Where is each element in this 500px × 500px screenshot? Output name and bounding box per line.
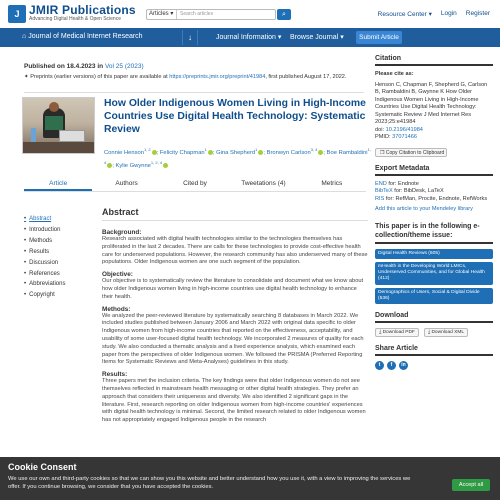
mendeley-link[interactable]: Add this article to your Mendeley library	[375, 206, 473, 212]
abstract-paragraph: Three papers met the inclusion criteria. The key findings were that older Indigenous women do not see themselves reflected in mainstream health messaging or other digital health strategies. They prefer an approach that considers their uniqueness and diversity. We also identified 2 significant gaps in the literature. First, research reporting on older Indigenous women from high-income countries' experiences with digital health technology is minimal. Second, the limited research related to older Indigenous women has not appropriately engaged Indigenous people in the research	[102, 378, 366, 424]
export-end-link[interactable]: END	[375, 180, 387, 187]
collection-badge[interactable]: mHealth in the Developing World:LMICs, Underserved Communities, and for Global Health (412)	[375, 262, 493, 285]
search-icon[interactable]: ⌕	[277, 9, 291, 20]
clipboard-icon: ❐	[380, 149, 385, 156]
collection-badge[interactable]: Demographics of Users, Social & Digital Divide (536)	[375, 288, 493, 305]
pmid-link[interactable]: 37071466	[392, 134, 417, 140]
twitter-icon[interactable]: t	[375, 361, 384, 370]
logo-tagline: Advancing Digital Health & Open Science	[29, 16, 121, 22]
export-row: RIS for: RefMan, Procite, Endnote, RefWorks	[375, 195, 488, 202]
tab-tweetations[interactable]: Tweetations (4)	[241, 180, 286, 187]
orcid-icon[interactable]	[163, 163, 168, 168]
orcid-icon[interactable]	[318, 150, 323, 155]
abstract-paragraph: We analyzed the peer-reviewed literature by systematically searching 8 databases in March 2022. We included studies published between January 2006 and March 2022 with original data specific to older Indigenous women from high-income countries that reported on the effectiveness, acceptability, and usability of some user-focused digital health technology. We incorporated 2 measures of quality for each study. We also conducted a thematic analysis and a lived experience analysis, which examined each paper from the perspectives of older Indigenous women. We followed the PRISMA (Preferred Reporting Items for Systematic Reviews and Meta-Analyses) guidelines in this study.	[102, 312, 364, 366]
login-link[interactable]: Login	[440, 10, 457, 17]
toc-item-copyright[interactable]: • Copyright	[24, 290, 94, 301]
abstract-paragraph: Our objective is to systematically review the literature to consolidate and document what we know about how older Indigenous women living in high-income countries use digital health technology to enhance their health.	[102, 278, 364, 300]
share-icons	[375, 361, 493, 370]
export-row: BibTeX for: BibDesk, LaTeX	[375, 188, 444, 194]
divider	[24, 92, 364, 93]
orcid-icon[interactable]	[258, 150, 263, 155]
article-title: How Older Indigenous Women Living in High-Income Countries Use Digital Health Technology: Systematic Review	[104, 98, 366, 135]
facebook-icon[interactable]: f	[387, 361, 396, 370]
author-link[interactable]: Kylie Gwynne$^{1, 2, 4}$	[115, 163, 168, 169]
cookie-heading: Cookie Consent	[8, 462, 77, 472]
abstract-section-heading: Methods:	[102, 305, 131, 313]
author-link[interactable]: Gina Shepherd$^1$	[216, 150, 263, 156]
nav-info-label: Journal Information	[216, 34, 276, 41]
tab-metrics[interactable]: Metrics	[321, 180, 343, 187]
export-metadata-heading: Export Metadata	[375, 165, 493, 176]
abstract-section-heading: Objective:	[102, 271, 133, 279]
abstract-paragraph: Research associated with digital health technologies similar to the technologies themselves has proliferated in the last 2 decades. There are calls for these technologies to provide cost-effective health care for underserved populations. However, the research community has also underserved many of these populations. Older Indigenous women are one such segment of the population.	[102, 236, 368, 266]
download-pdf-button[interactable]: ⤓ Download PDF	[375, 328, 419, 337]
author-link[interactable]: Connie Henson$^{1, 2}$	[104, 150, 157, 156]
abstract-section-heading: Background:	[102, 229, 142, 236]
journal-navbar	[0, 28, 500, 47]
export-bibtex-link[interactable]: BibTeX	[375, 188, 393, 194]
download-buttons	[375, 328, 493, 337]
chevron-down-icon[interactable]: ↓	[182, 30, 198, 45]
toc-item-discussion[interactable]: • Discussion	[24, 258, 94, 269]
sidebar	[375, 55, 493, 370]
toc-item-methods[interactable]: • Methods	[24, 236, 94, 247]
collection-heading: This paper is in the following e-collection/theme issue:	[375, 222, 493, 244]
doi-link[interactable]: 10.2196/41984	[385, 126, 423, 133]
published-label: Published on 18.4.2023 in	[24, 63, 104, 70]
submit-article-button[interactable]: Submit Article	[356, 31, 402, 44]
tab-cited-by[interactable]: Cited by	[183, 180, 207, 187]
resource-center-link[interactable]: Resource Center ▾	[377, 11, 432, 18]
resource-center-label: Resource Center	[377, 11, 427, 18]
toc-item-abbreviations[interactable]: • Abbreviations	[24, 279, 94, 290]
accept-cookies-button[interactable]: Accept all	[452, 479, 490, 491]
toc-item-references[interactable]: • References	[24, 269, 94, 280]
article-thumbnail-image	[22, 97, 95, 154]
abstract-section-heading: Results:	[102, 371, 128, 379]
toc-item-introduction[interactable]: • Introduction	[24, 225, 94, 236]
download-xml-button[interactable]: ⤓ Download XML	[424, 328, 468, 337]
top-links	[378, 10, 490, 18]
cookie-banner	[0, 457, 500, 500]
export-ris-link[interactable]: RIS	[375, 195, 385, 202]
search-category-select[interactable]: Articles ▾	[147, 10, 177, 19]
search-input[interactable]: Search articles	[180, 11, 214, 17]
download-icon: ⤓	[379, 330, 382, 336]
author-list: Connie Henson$^{1, 2}$; Felicity Chapman$^1$; Gina Shepherd$^1$; Bronwyn Carlson$^{3, 4}$; Boe Rambaldini$^{1, 4}$; Kylie Gwynne$^{1, 2, 4}$	[104, 147, 371, 169]
nav-journal-label: Journal of Medical Internet Research	[28, 33, 143, 40]
preprint-suffix: , first published August 17, 2022.	[265, 74, 347, 80]
doi-line: doi: 10.2196/41984	[375, 126, 423, 133]
orcid-icon[interactable]	[208, 150, 213, 155]
preprint-link[interactable]: https://preprints.jmir.org/preprint/41984	[169, 74, 266, 80]
toc-item-results[interactable]: • Results	[24, 247, 94, 258]
abstract-section	[102, 207, 368, 425]
export-row: END for: Endnote	[375, 180, 419, 187]
logo-text[interactable]: JMIR Publications	[29, 3, 136, 17]
linkedin-icon[interactable]: in	[399, 361, 408, 370]
article-tabs	[24, 176, 366, 192]
download-heading: Download	[375, 312, 493, 323]
collection-badge[interactable]: Digital Health Reviews (605)	[375, 249, 493, 259]
search-box	[146, 9, 276, 20]
cookie-text: We use our own and third-party cookies so that we can show you this website and better understand how you use it, with a view to improving the services we offer. If you continue browsing, we consider that you have accepted the cookies.	[8, 476, 411, 490]
please-cite-label: Please cite as:	[375, 71, 414, 77]
table-of-contents	[24, 214, 94, 301]
citation-text: Henson C, Chapman F, Shepherd G, Carlson B, Rambaldini B, Gwynne K How Older Indigenous Women Living in High-Income Countries Use Digital Health Technology: Systematic Review J Med Internet Res 2023;25:e41984	[375, 81, 488, 125]
jmir-logo-icon[interactable]: J	[8, 5, 26, 23]
register-link[interactable]: Register	[465, 10, 490, 17]
preprint-text: Preprints (earlier versions) of this paper are available at	[30, 74, 168, 80]
preprint-notice	[24, 74, 354, 82]
nav-browse-label: Browse Journal	[290, 34, 339, 41]
home-icon: ⌂	[22, 33, 27, 40]
author-link[interactable]: Felicity Chapman$^1$	[160, 150, 213, 156]
share-heading: Share Article	[375, 345, 493, 356]
citation-heading: Citation	[375, 55, 493, 66]
published-line	[24, 63, 144, 70]
copy-citation-label: Copy Citation to Clipboard	[385, 149, 445, 156]
orcid-icon[interactable]	[152, 150, 157, 155]
nav-journal-information[interactable]: Journal Information ▾	[216, 34, 282, 41]
tab-authors[interactable]: Authors	[115, 180, 138, 187]
pmid-line: PMID: 37071466	[375, 134, 417, 140]
copy-citation-button[interactable]	[375, 148, 447, 157]
orcid-icon[interactable]	[107, 163, 112, 168]
top-header	[0, 0, 500, 28]
author-link[interactable]: Bronwyn Carlson$^{3, 4}$	[267, 150, 324, 156]
author-link[interactable]: Boe Rambaldini$^{1, 4}$	[104, 150, 371, 169]
tab-article[interactable]: Article	[24, 176, 92, 191]
volume-link[interactable]: Vol 25 (2023)	[104, 63, 144, 70]
nav-journal-home[interactable]	[22, 33, 143, 40]
search-category-value: Articles	[149, 11, 169, 17]
pin-icon: ✦	[24, 74, 29, 80]
abstract-heading: Abstract	[102, 207, 368, 221]
nav-browse-journal[interactable]: Browse Journal ▾	[290, 34, 344, 41]
download-icon: ⤓	[428, 330, 431, 336]
toc-item-abstract[interactable]: • Abstract	[24, 214, 94, 225]
